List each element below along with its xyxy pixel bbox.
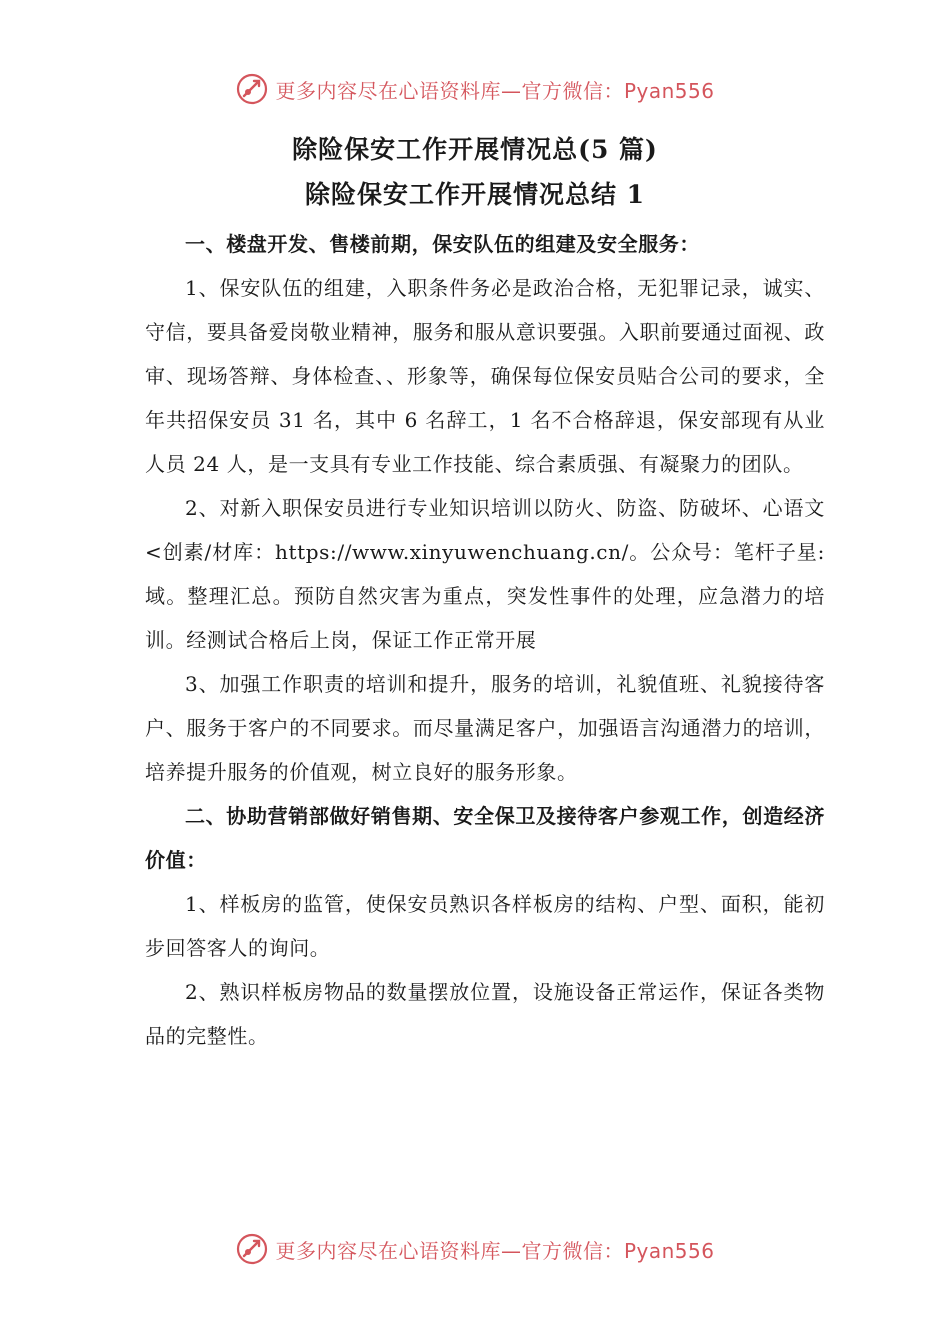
document-title: 除险保安工作开展情况总(5 篇) [292,135,658,164]
logo-icon [235,1232,269,1266]
section-heading: 一、楼盘开发、售楼前期，保安队伍的组建及安全服务： [185,232,700,256]
document-body [145,222,825,1058]
paragraph: 3、加强工作职责的培训和提升，服务的培训，礼貌值班、礼貌接待客户、服务于客户的不同要求。而尽量满足客户，加强语言沟通潜力的培训，培养提升服务的价值观，树立良好的服务形象。 [145,672,825,784]
watermark-text: 更多内容尽在心语资料库—官方微信：Pyan556 [275,1238,715,1263]
section-title: 除险保安工作开展情况总结 1 [304,180,646,209]
watermark-header [0,72,950,106]
paragraph: 1、样板房的监管，使保安员熟识各样板房的结构、户型、面积，能初步回答客人的询问。 [145,892,825,960]
logo-icon [235,72,269,106]
section-heading: 二、协助营销部做好销售期、安全保卫及接待客户参观工作，创造经济价值： [145,804,825,872]
watermark-footer [0,1232,950,1266]
paragraph: 2、对新入职保安员进行专业知识培训以防火、防盗、防破坏、心语文<创素/材库：https://www.xinyuwenchuang.cn/。公众号：笔杆子星:域。整理汇总。预防自然灾害为重点，突发性事件的处理，应急潜力的培训。经测试合格后上岗，保证工作正常开展 [145,496,825,652]
paragraph: 1、保安队伍的组建，入职条件务必是政治合格，无犯罪记录，诚实、守信，要具备爱岗敬业精神，服务和服从意识要强。入职前要通过面视、政审、现场答辩、身体检查、、形象等，确保每位保安员贴合公司的要求，全年共招保安员 31 名，其中 6 名辞工，1 名不合格辞退，保安部现有从业人员 24 人，是一支具有专业工作技能、综合素质强、有凝聚力的团队。 [145,276,825,476]
paragraph: 2、熟识样板房物品的数量摆放位置，设施设备正常运作，保证各类物品的完整性。 [145,980,825,1048]
watermark-text: 更多内容尽在心语资料库—官方微信：Pyan556 [275,78,715,103]
